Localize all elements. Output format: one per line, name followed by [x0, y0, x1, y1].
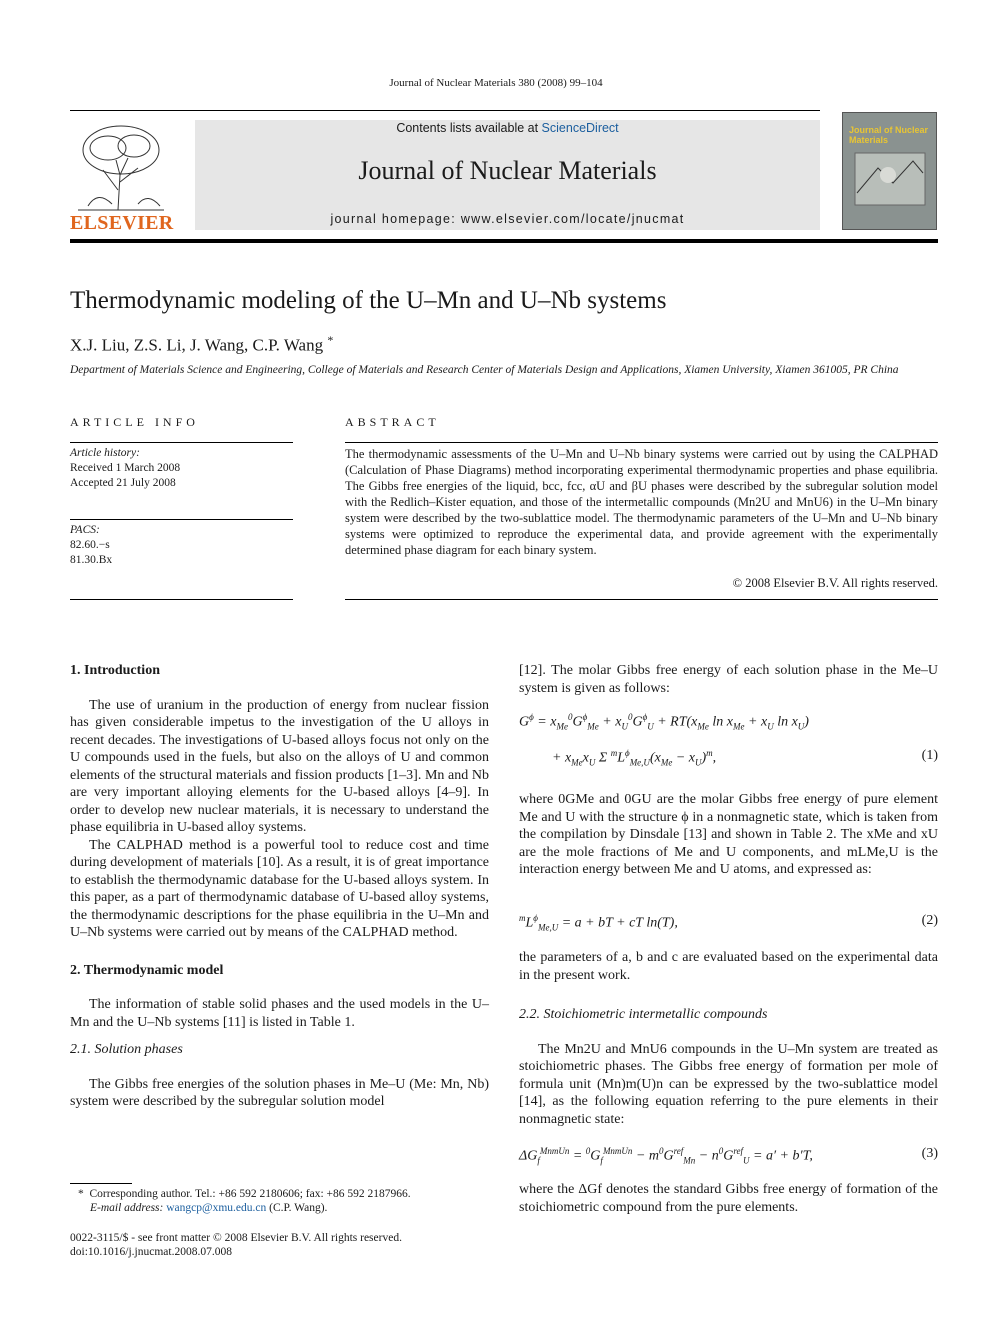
- sciencedirect-link[interactable]: ScienceDirect: [541, 121, 619, 135]
- article-history: [70, 446, 293, 491]
- received-date: Received 1 March 2008: [70, 462, 181, 474]
- publisher-name: ELSEVIER: [70, 212, 174, 234]
- accepted-date: Accepted 21 July 2008: [70, 477, 176, 489]
- history-rule: [70, 519, 293, 520]
- email-footnote: [78, 1201, 498, 1215]
- copyright: © 2008 Elsevier B.V. All rights reserved.: [732, 576, 938, 590]
- footnotes: [78, 1187, 498, 1215]
- section-2-2-title: 2.2. Stoichiometric intermetallic compounds: [519, 1007, 768, 1022]
- right-column-lower: [519, 949, 938, 1128]
- tree-icon: [68, 120, 174, 212]
- affiliation: Department of Materials Science and Engineering, College of Materials and Research Center of Materials Design and Applications, Xiamen University, Xiamen 361005, PR China: [70, 364, 899, 376]
- article-info-rule: [70, 442, 293, 443]
- pacs-block: [70, 523, 293, 568]
- article-title: Thermodynamic modeling of the U–Mn and U–Nb systems: [70, 287, 667, 314]
- journal-cover: [842, 112, 937, 230]
- header-rule: [70, 110, 820, 111]
- elsevier-logo: [68, 120, 174, 232]
- paragraph: where the ΔGf denotes the standard Gibbs free energy of formation of the stoichiometric compound from the pure elements.: [519, 1182, 938, 1215]
- contents-prefix: Contents lists available at: [396, 121, 542, 135]
- article-info-heading: ARTICLE INFO: [70, 415, 199, 429]
- cover-title: Journal of Nuclear Materials: [849, 125, 929, 145]
- journal-citation: Journal of Nuclear Materials 380 (2008) 99–104: [389, 77, 603, 89]
- header-thick-rule: [70, 239, 938, 243]
- doi-line[interactable]: doi:10.1016/j.jnucmat.2008.07.008: [70, 1246, 232, 1258]
- equation-number: (2): [921, 913, 938, 928]
- contents-line: [195, 121, 820, 135]
- right-column-bottom: [519, 1181, 938, 1216]
- abstract-text: The thermodynamic assessments of the U–Mn and U–Nb binary systems were carried out by using the CALPHAD (Calculation of Phase Diagrams) method incorporating experimental thermodynamic properties and phase equilibria. The Gibbs free energies of the liquid, bcc, fcc, αU and βU phases were described by the subregular solution model with the Redlich–Kister equation, and those of the intermetallic compounds (Mn2U and MnU6) in the U–Mn binary system were described by the two-sublattice model. The thermodynamic parameters of the U–Mn and U–Nb binary systems were optimized to reproduce the experimental data, and provide agreement with the experimentally determined phase diagram for each binary system.: [345, 447, 938, 557]
- paragraph: where 0GMe and 0GU are the molar Gibbs free energy of pure element Me and U with the structure ϕ in a nonmagnetic state, which is taken from the compilation by Dinsdale [13] and shown in Table 2. The xMe and xU are the mole fractions of Me and U components, and mLMe,U is the interaction energy between Me and U atoms, and expressed as:: [519, 792, 938, 877]
- issn-block: [70, 1231, 500, 1259]
- abstract-rule: [345, 442, 938, 443]
- abstract-bottom-rule: [345, 599, 938, 600]
- corresponding-text: Corresponding author. Tel.: +86 592 2180606; fax: +86 592 2187966.: [89, 1188, 411, 1200]
- equation-3: $\Delta G_f^{MnmUn} = ^0G_f^{MnmUn} - m^0G^{ref}_{Mn} - n^0G^{ref}_U = a' + b'T$,: [519, 1146, 813, 1166]
- paragraph: The information of stable solid phases and the used models in the U–Mn and the U–Nb systems [11] is listed in Table 1.: [70, 997, 489, 1030]
- paragraph: [12]. The molar Gibbs free energy of each solution phase in the Me–U system is given as follows:: [519, 663, 938, 696]
- corresponding-footnote: * Corresponding author. Tel.: +86 592 2180606; fax: +86 592 2187966.: [78, 1188, 411, 1200]
- equation-1: $G^\phi = x_{Me}^0G^\phi_{Me} + x_U^0G^\phi_U + RT(x_{Me}$ $\ln x_{Me} + x_U$ $\ln x_U$): [519, 712, 809, 732]
- pacs-code: 81.30.Bx: [70, 554, 113, 566]
- article-info-bottom-rule: [70, 599, 293, 600]
- left-column: [70, 662, 489, 1111]
- equation-number: (3): [921, 1146, 938, 1161]
- paragraph: The CALPHAD method is a powerful tool to reduce cost and time during development of materials [10]. As a result, it is of great importance to establish the thermodynamic database for the U-based alloys system. In this paper, as a part of thermodynamic database of U-based alloy systems, the thermodynamic descriptions for the phase equilibria in the U–Mn and U–Nb systems were carried out by means of the CALPHAD method.: [70, 837, 489, 940]
- email-label: E-mail address:: [90, 1202, 164, 1214]
- paragraph: The use of uranium in the production of energy from nuclear fission has given considerable impetus to the investigation of the U alloys in recent decades. The investigations of U-based alloys focus not only on the U compounds used in the fuels, but also on the alloys of U and common elements of the structural materials and fission products [1–3]. Mn and Nb are very important alloying elements for the U-based alloys [4–9]. In order to develop new nuclear materials, it is necessary to understand the phase equilibria in U-based alloy systems.: [70, 697, 489, 835]
- pacs-code: 82.60.−s: [70, 539, 110, 551]
- footnote-rule: [70, 1183, 132, 1184]
- right-column-mid: [519, 791, 938, 879]
- email-link[interactable]: wangcp@xmu.edu.cn: [166, 1202, 267, 1214]
- history-label: Article history:: [70, 447, 140, 459]
- abstract-heading: ABSTRACT: [345, 415, 440, 429]
- cover-image-icon: [843, 113, 936, 229]
- journal-name: Journal of Nuclear Materials: [358, 156, 657, 185]
- journal-homepage[interactable]: journal homepage: www.elsevier.com/locate/jnucmat: [330, 212, 685, 226]
- equation-2: $^mL^\phi_{Me,U} = a$ + bT + cT ln(T),: [519, 913, 678, 933]
- authors: [70, 333, 333, 356]
- paragraph: the parameters of a, b and c are evaluated based on the experimental data in the present work.: [519, 950, 938, 983]
- section-2-title: 2. Thermodynamic model: [70, 962, 224, 978]
- paragraph: The Mn2U and MnU6 compounds in the U–Mn system are treated as stoichiometric phases. The Gibbs free energy of formation per mole of formula unit (Mn)m(U)n can be expressed by the two-sublattice model [14], as the following equation referring to the pure elements in their nonmagnetic state:: [519, 1041, 938, 1127]
- pacs-label: PACS:: [70, 524, 100, 536]
- equation-1-line-2: + $x_{Me}x_U$ Σ $^mL^\phi_{Me,U}(x_{Me} - x_U)^m$,: [552, 748, 717, 768]
- equation-number: (1): [921, 748, 938, 763]
- section-2-1-title: 2.1. Solution phases: [70, 1042, 183, 1057]
- paragraph: The Gibbs free energies of the solution phases in Me–U (Me: Mn, Nb) system were described by the subregular solution model: [70, 1076, 489, 1109]
- issn-line: 0022-3115/$ - see front matter © 2008 Elsevier B.V. All rights reserved.: [70, 1232, 402, 1244]
- section-1-title: 1. Introduction: [70, 663, 160, 678]
- right-column-top: [519, 662, 938, 697]
- corresponding-mark[interactable]: *: [327, 333, 334, 347]
- email-suffix: (C.P. Wang).: [269, 1202, 328, 1214]
- author-list: X.J. Liu, Z.S. Li, J. Wang, C.P. Wang: [70, 335, 324, 355]
